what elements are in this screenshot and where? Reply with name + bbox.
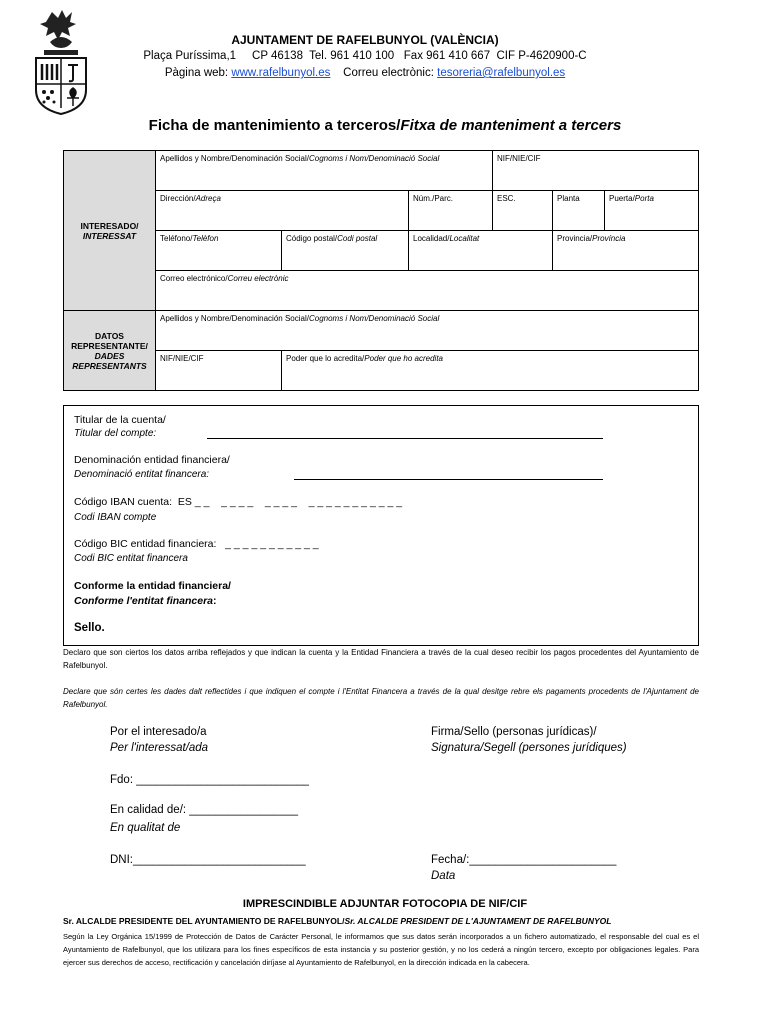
applicant-data-table	[63, 150, 699, 391]
entidad-line[interactable]	[294, 479, 603, 480]
per-interessat: Per l'interessat/ada	[110, 742, 209, 754]
entidad-label: Denominación entidad financiera/	[74, 454, 230, 466]
esc-field[interactable]: ESC.	[493, 191, 553, 231]
declaration-es: Declaro que son ciertos los datos arriba reflejados y que indican la cuenta y la Entidad Financiera a través de la cual deseo recibir los pagos procedentes del Ayuntamiento de Rafelbunyol.	[63, 648, 699, 670]
calidad-field[interactable]: En calidad de/: _________________	[110, 804, 299, 816]
conforme-label: Conforme la entidad financiera/	[74, 580, 231, 592]
localidad-field[interactable]: Localidad/Localitat	[409, 231, 553, 271]
header-address: Plaça Puríssima,1 CP 46138 Tel. 961 410 100 Fax 961 410 667 CIF P-4620900-C	[143, 50, 587, 62]
representante-label: DATOS REPRESENTANTE/ DADES REPRESENTANTS	[64, 311, 156, 391]
coat-of-arms-logo	[30, 8, 92, 116]
document-title: Ficha de mantenimiento a terceros/Fitxa de manteniment a tercers	[148, 117, 622, 134]
planta-field[interactable]: Planta	[553, 191, 605, 231]
bic-label[interactable]: Código BIC entidad financiera: _ _ _ _ _ _ _ _ _ _ _	[74, 538, 319, 550]
interesado-nombre-field[interactable]: Apellidos y Nombre/Denominación Social/Cognoms i Nom/Denominació Social	[156, 151, 493, 191]
email-link[interactable]: tesoreria@rafelbunyol.es	[437, 67, 566, 79]
conforme-label-va-line: Conforme l'entitat financera:	[74, 595, 217, 607]
calidad-label-va: En qualitat de	[110, 822, 181, 834]
representante-nombre-field[interactable]: Apellidos y Nombre/Denominación Social/Cognoms i Nom/Denominació Social	[156, 311, 699, 351]
header-web-line	[0, 67, 730, 79]
email-label: Correu electrònic:	[343, 67, 434, 79]
num-field[interactable]: Núm./Parc.	[409, 191, 493, 231]
cp-field[interactable]: Código postal/Codi postal	[282, 231, 409, 271]
bic-label-va: Codi BIC entitat financera	[74, 553, 188, 564]
interesado-label: INTERESADO/ INTERESSAT	[64, 151, 156, 311]
imprescindible-note: IMPRESCINDIBLE ADJUNTAR FOTOCOPIA DE NIF/CIF	[242, 898, 528, 910]
entidad-label-va: Denominació entitat financera:	[74, 469, 210, 480]
web-link[interactable]: www.rafelbunyol.es	[231, 67, 331, 79]
alcalde-line: Sr. ALCALDE PRESIDENTE DEL AYUNTAMIENTO DE RAFELBUNYOL/Sr. ALCALDE PRESIDENT DE L'AJUNTAMENT DE RAFELBUNYOL	[63, 916, 612, 926]
poder-field[interactable]: Poder que lo acredita/Poder que ho acredita	[282, 351, 699, 391]
dni-field[interactable]: DNI:___________________________	[110, 854, 306, 866]
representante-nif-field[interactable]: NIF/NIE/CIF	[156, 351, 282, 391]
fecha-label-va: Data	[431, 870, 456, 882]
sello-label: Sello.	[74, 622, 105, 634]
bank-details-box	[63, 405, 699, 646]
iban-label-va: Codi IBAN compte	[74, 512, 157, 523]
puerta-field[interactable]: Puerta/Porta	[605, 191, 699, 231]
titular-line[interactable]	[207, 438, 603, 439]
header-title: AJUNTAMENT DE RAFELBUNYOL (VALÈNCIA)	[231, 33, 499, 47]
provincia-field[interactable]: Provincia/Província	[553, 231, 699, 271]
signatura-segell: Signatura/Segell (persones jurídiques)	[431, 742, 627, 754]
fecha-field[interactable]: Fecha/:_______________________	[431, 854, 617, 866]
fdo-field[interactable]: Fdo: ___________________________	[110, 774, 309, 786]
titular-label-va: Titular del compte:	[74, 428, 157, 439]
web-label: Pàgina web:	[164, 67, 229, 79]
por-interesado: Por el interesado/a	[110, 726, 207, 738]
firma-sello: Firma/Sello (personas jurídicas)/	[431, 726, 597, 738]
telefono-field[interactable]: Teléfono/Telèfon	[156, 231, 282, 271]
correo-field[interactable]: Correo electrónico/Correu electrònic	[156, 271, 699, 311]
titular-label: Titular de la cuenta/	[74, 414, 166, 426]
lopd-notice: Según la Ley Orgánica 15/1999 de Protección de Datos de Carácter Personal, le informamos que sus datos serán incorporados a un fichero automatizado, el responsable del cual es el Ayuntamiento de Rafelbunyol, que los utilizara para los fines específicos de esta instancia y su posterior gestión, y no los cederá a ningún tercero, excepto por obligaciones legales. Para ejercer sus derechos de acceso, rectificación y cancelación diríjase al Ayuntamiento de Rafelbunyol, en la dirección indicada en la cabecera.	[63, 932, 699, 967]
interesado-nif-field[interactable]: NIF/NIE/CIF	[493, 151, 699, 191]
declaration-va: Declare que són certes les dades dalt reflectides i que indiquen el compte i l'Entitat Financera a través de la qual desitge rebre els pagaments procedents de l'Ajuntament de Rafelbunyol.	[63, 687, 699, 709]
iban-label[interactable]: Código IBAN cuenta: ES _ _ _ _ _ _ _ _ _ _ _ _ _ _ _ _ _ _ _ _ _	[74, 496, 403, 508]
direccion-field[interactable]: Dirección/Adreça	[156, 191, 409, 231]
